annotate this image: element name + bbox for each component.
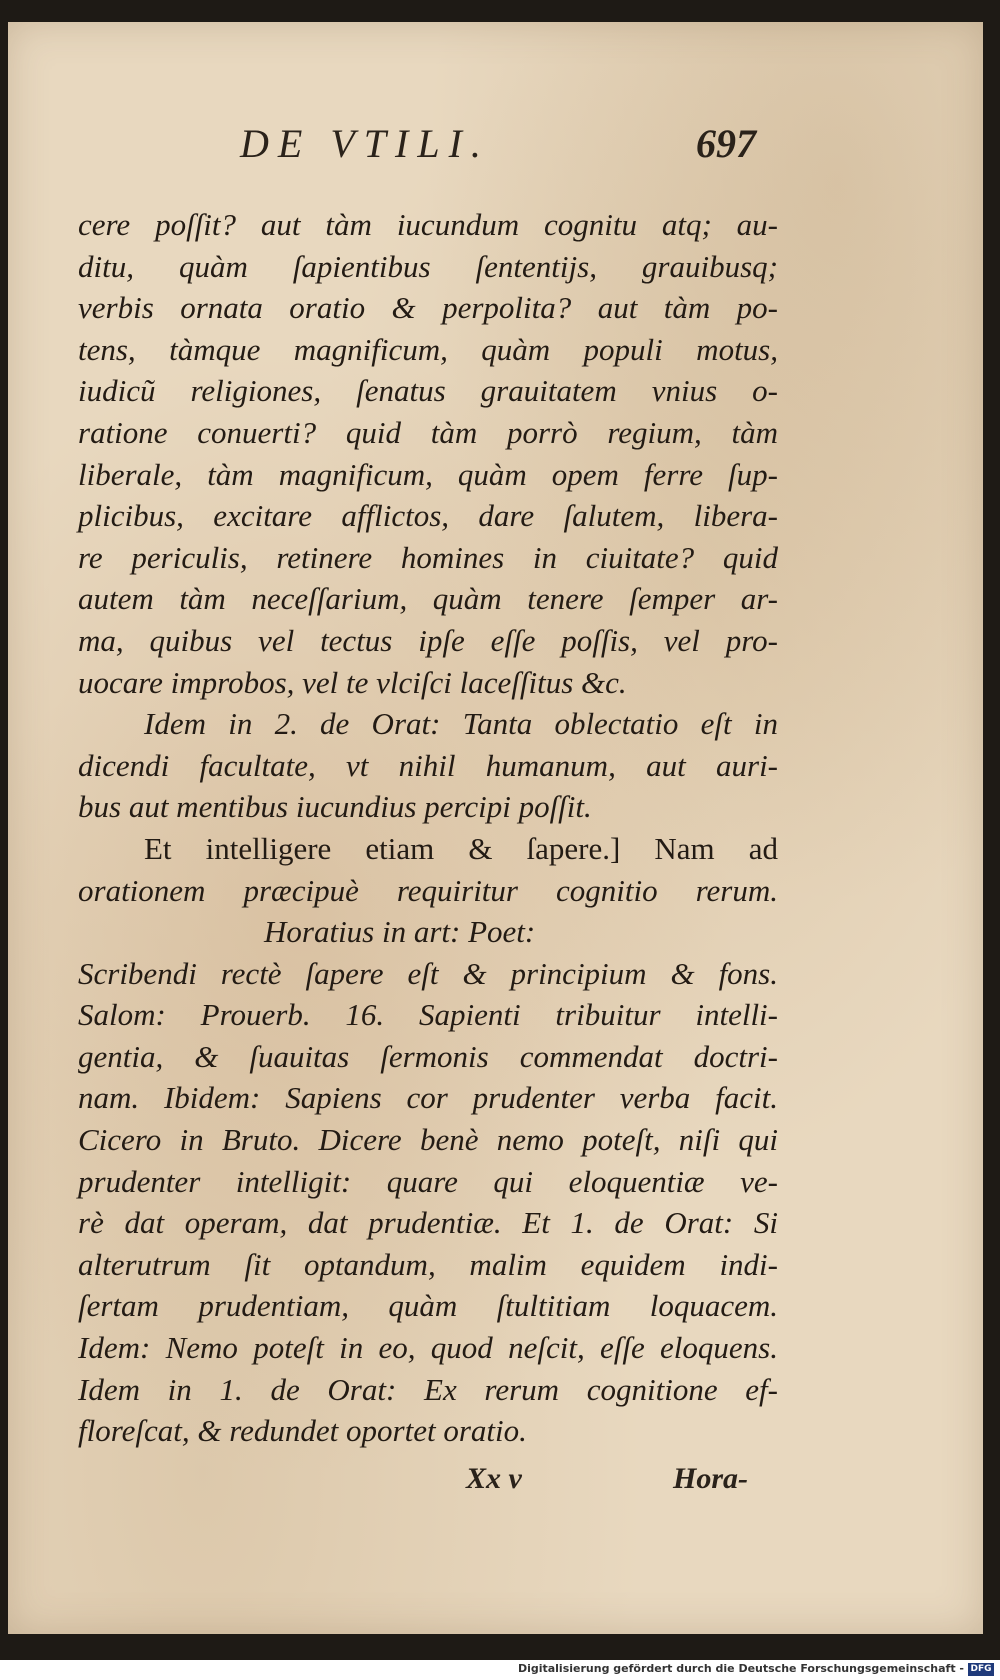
text-line: prudenter intelligit: quare qui eloquentiæ ve-	[78, 1163, 778, 1199]
text-line: Idem in 2. de Orat: Tanta oblectatio eſt in	[144, 706, 778, 742]
text-line: nam. Ibidem: Sapiens cor prudenter verba facit.	[78, 1080, 778, 1116]
text-line: Idem: Nemo poteſt in eo, quod neſcit, eſſe eloquens.	[78, 1330, 778, 1366]
text-line: gentia, & ſuauitas ſermonis commendat doctri-	[78, 1038, 778, 1074]
lemma-line: Et intelligere etiam & ſapere.] Nam ad	[144, 830, 778, 866]
text-line: Idem in 1. de Orat: Ex rerum cognitione ef-	[78, 1371, 778, 1407]
text-line: autem tàm neceſſarium, quàm tenere ſemper ar-	[78, 581, 778, 617]
dfg-logo: DFG	[968, 1663, 994, 1676]
text-line: ditu, quàm ſapientibus ſententijs, grauibusq;	[78, 248, 778, 284]
text-line: orationem præcipuè requiritur cognitio rerum.	[78, 872, 778, 908]
text-line: rè dat operam, dat prudentiæ. Et 1. de Orat: Si	[78, 1205, 778, 1241]
signature-mark: Xx v	[466, 1462, 522, 1495]
text-line: cere poſſit? aut tàm iucundum cognitu atq; au-	[78, 207, 778, 242]
quote-source-line: Horatius in art: Poet:	[264, 914, 536, 950]
text-line: dicendi facultate, vt nihil humanum, aut auri-	[78, 747, 778, 783]
text-line: ſertam prudentiam, quàm ſtultitiam loquacem.	[78, 1288, 778, 1324]
text-line: alterutrum ſit optandum, malim equidem indi-	[78, 1246, 778, 1282]
catchword-line	[8, 1462, 983, 1502]
text-line: ma, quibus vel tectus ipſe eſſe poſſis, vel pro-	[78, 622, 778, 658]
text-line: bus aut mentibus iucundius percipi poſſit.	[78, 789, 592, 825]
text-line: tens, tàmque magnificum, quàm populi motus,	[78, 331, 778, 367]
text-line: uocare improbos, vel te vlciſci laceſſitus &c.	[78, 664, 627, 700]
funding-notice: Digitalisierung gefördert durch die Deutsche Forschungsgemeinschaft -	[517, 1662, 964, 1675]
body-text	[78, 204, 778, 1452]
catchword: Hora-	[673, 1462, 748, 1495]
text-line: liberale, tàm magnificum, quàm opem ferre ſup-	[78, 456, 778, 492]
text-line: ratione conuerti? quid tàm porrò regium, tàm	[78, 414, 778, 450]
running-head	[8, 120, 983, 180]
text-line: plicibus, excitare afflictos, dare ſalutem, libera-	[78, 498, 778, 534]
text-line: Cicero in Bruto. Dicere benè nemo poteſt, niſi qui	[78, 1122, 778, 1158]
book-page	[8, 22, 983, 1634]
text-line: Scribendi rectè ſapere eſt & principium & fons.	[78, 955, 778, 991]
page-number: 697	[696, 121, 756, 166]
text-line: iudicũ religiones, ſenatus grauitatem vnius o-	[78, 373, 778, 409]
running-head-title: DE VTILI.	[240, 121, 490, 166]
text-line: floreſcat, & redundet oportet oratio.	[78, 1413, 527, 1449]
digitization-footer	[0, 1660, 1000, 1680]
text-line: verbis ornata oratio & perpolita? aut tàm po-	[78, 290, 778, 326]
text-line: re periculis, retinere homines in ciuitate? quid	[78, 539, 778, 575]
text-line: Salom: Prouerb. 16. Sapienti tribuitur intelli-	[78, 997, 778, 1033]
